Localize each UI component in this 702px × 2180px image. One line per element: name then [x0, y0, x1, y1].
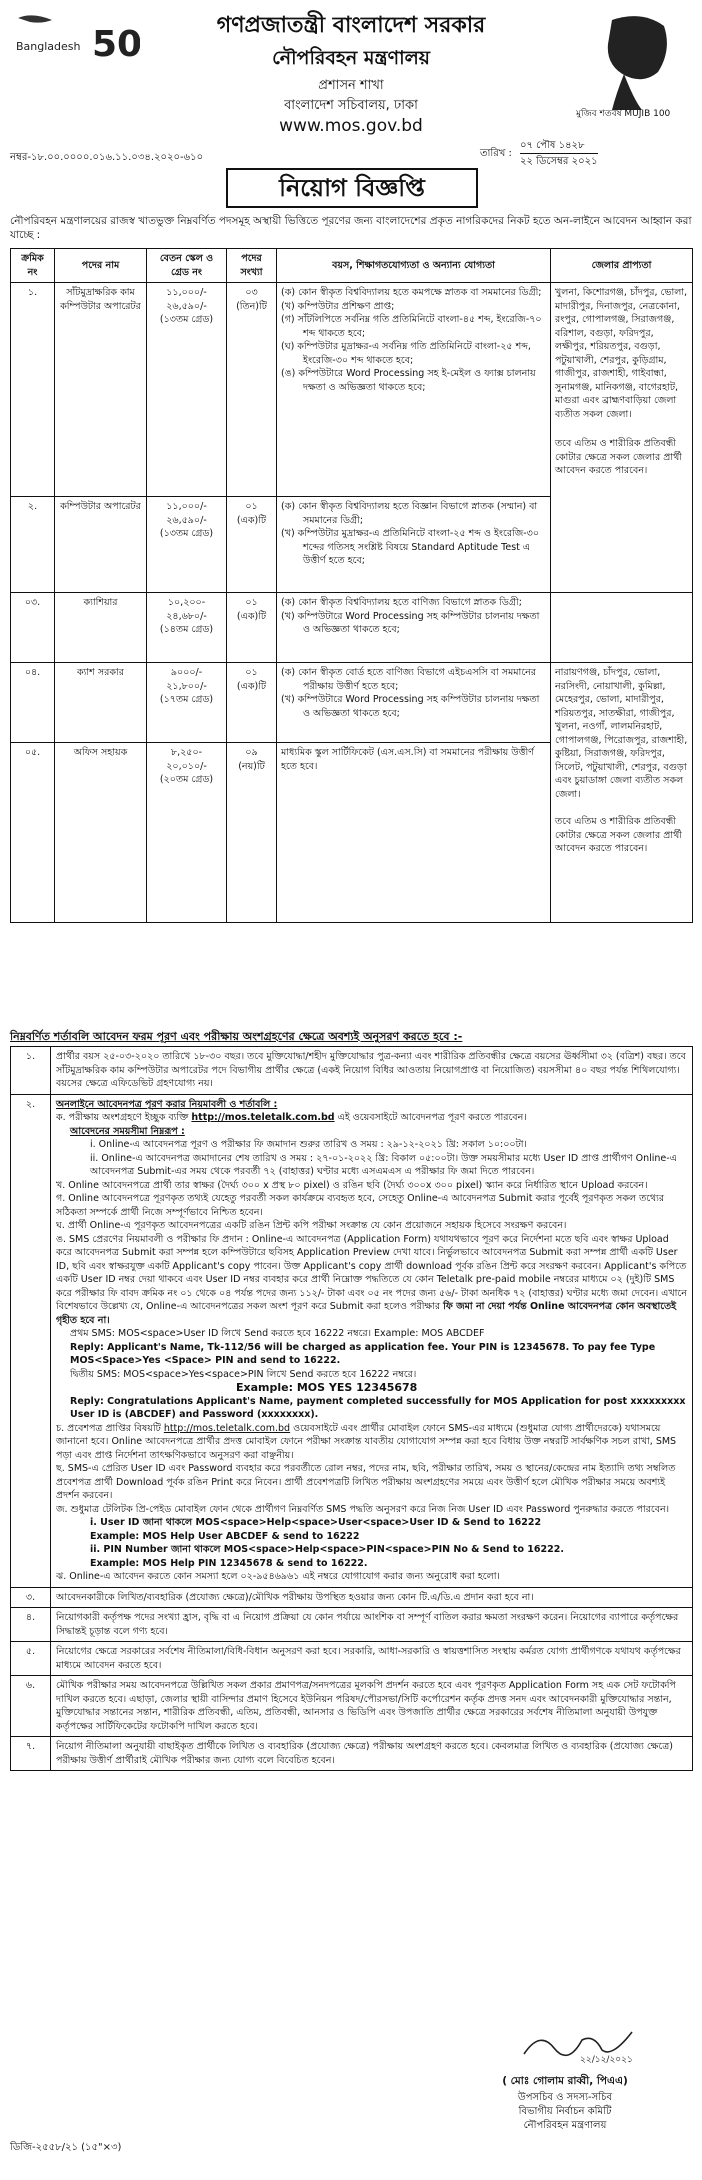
rule-text: প্রার্থীর বয়স ২৫-০৩-২০২০ তারিখে ১৮-৩০ বছর। তবে মুক্তিযোদ্ধা/শহীদ মুক্তিযোদ্ধার পুত্র-কন্যা এবং শারীরিক প্রতিবন্ধীর ক্ষেত্রে বয়সের ঊর্ধ্বসীমা ৩২ (বত্রিশ) বছর। তবে সাঁটমুদ্রাক্ষরিক কাম কম্পিউটার অপারেটর পদে বিভাগীয় প্রার্থীর ক্ষেত্রে (একই নিয়োগ বিধির আওতায় নিয়োগপ্রাপ্ত বা নিয়োজিত) বয়সসীমা ৪০ বছর পর্যন্ত শিথিলযোগ্য। বয়সের ক্ষেত্রে এফিডেভিট গ্রহণযোগ্য নয়।: [51, 1047, 693, 1095]
row-sl: ২.: [11, 497, 55, 593]
qual-item: (ঙ) কম্পিউটারে Word Processing সহ ই-মেইল ও ফ্যাক্স চালনায় দক্ষতা ও অভিজ্ঞতা থাকতে হবে;: [281, 368, 536, 393]
rule-number: ৭.: [11, 1737, 51, 1771]
rule-number: ২.: [11, 1094, 51, 1587]
row-scale: ৮,২৫০- ২০,০১০/- (২০তম গ্রেড): [147, 743, 227, 923]
row-sl: ১.: [11, 283, 55, 497]
header-scale: বেতন স্কেল ও গ্রেড নং: [147, 249, 227, 283]
rule-row: [11, 1642, 693, 1676]
row-quals: [277, 283, 551, 497]
sms2-reply: Reply: Congratulations Applicant's Name, payment completed successfully for MOS Application for post xxxxxxxxx User ID is (ABCDEF) and Password (xxxxxxxx).: [70, 1395, 686, 1420]
vacancy-table: [10, 248, 693, 923]
schedule-title: আবেদনের সময়সীমা নিম্নরূপ :: [70, 1125, 185, 1137]
left-logo-number: 50: [92, 24, 140, 65]
date-bn: ০৭ পৌষ ১৪২৮: [520, 138, 598, 154]
sms2-example: Example: MOS YES 12345678: [236, 1381, 418, 1394]
signature-image: [520, 2024, 640, 2064]
row-post: অফিস সহায়ক: [55, 743, 147, 923]
rule-row: [11, 1608, 693, 1642]
district-list: খুলনা, কিশোরগঞ্জ, চাঁদপুর, ভোলা, মাদারীপুর, দিনাজপুর, নেত্রকোনা, রংপুর, গোপালগঞ্জ, সিরাজগঞ্জ, বরিশাল, বগুড়া, ফরিদপুর, লক্ষীপুর, শরিয়তপুর, বগুড়া, পটুয়াখালী, শেরপুর, কুড়িগ্রাম, গাজীপুর, রাজশাহী, গাইবান্ধা, সুনামগঞ্জ, মানিকগঞ্জ, বাগেরহাট, মাগুরা এবং ব্রাহ্মণবাড়িয়া জেলা ব্যতীত সকল জেলা।: [555, 287, 688, 420]
qual-item: মাধ্যমিক স্কুল সার্টিফিকেট (এস.এস.সি) বা সমমানের পরীক্ষায় উত্তীর্ণ হতে হবে।: [281, 747, 534, 772]
row-sl: ০৪.: [11, 663, 55, 743]
schedule-i: i. Online-এ আবেদনপত্র পূরণ ও পরীক্ষার ফি জমাদান শুরুর তারিখ ও সময় : ২৯-১২-২০২১ খ্রি: সকাল ১০:০০টা।: [90, 1139, 527, 1150]
qual-item: (খ) কম্পিউটারে Word Processing সহ কম্পিউটার চালনায় দক্ষতা ও অভিজ্ঞতা থাকতে হবে;: [281, 610, 540, 635]
header-post: পদের নাম: [55, 249, 147, 283]
signatory-title: উপসচিব ও সদস্য-সচিব: [517, 2092, 613, 2103]
signatory-committee: বিভাগীয় নির্বাচন কমিটি: [518, 2106, 612, 2117]
table-row: [11, 593, 693, 663]
rule-row: [11, 1094, 693, 1587]
rule-number: ৫.: [11, 1642, 51, 1676]
district-note: তবে এতিম ও শারীরিক প্রতিবন্ধী কোটার ক্ষেত্রে সকল জেলার প্রার্থী আবেদন করতে পারবেন।: [555, 438, 682, 476]
rule-online-title: অনলাইনে আবেদনপত্র পূরণ করার নিয়মাবলী ও শর্তাবলি :: [56, 1098, 278, 1110]
qual-item: (ক) কোন স্বীকৃত বিশ্ববিদ্যালয় হতে কমপক্ষে স্নাতক বা সমমানের ডিগ্রী;: [281, 287, 542, 298]
header-district: জেলার প্রাপ্যতা: [551, 249, 693, 283]
district-cell-4-5: [551, 663, 693, 923]
right-logo-text: মুজিব শতবর্ষ MUJIB 100: [576, 109, 671, 119]
row-post: ক্যাশ সরকার: [55, 663, 147, 743]
row-quals: [277, 663, 551, 743]
district-cell-1-2: [551, 283, 693, 593]
header-count: পদের সংখ্যা: [227, 249, 277, 283]
rule-online-ka: ক. পরীক্ষায় অংশগ্রহণে ইচ্ছুক ব্যক্তি http://mos.teletalk.com.bd এই ওয়েবসাইটে আবেদনপত্র পূরণ করতে পারবেন।: [56, 1112, 527, 1123]
qual-item: (ক) কোন স্বীকৃত বিশ্ববিদ্যালয় হতে বাণিজ্য বিভাগে স্নাতক ডিগ্রী;: [281, 597, 522, 608]
application-link[interactable]: http://mos.teletalk.com.bd: [191, 1112, 335, 1123]
intro-text: নৌপরিবহন মন্ত্রণালয়ের রাজস্ব খাতভুক্ত নিম্নবর্ণিত পদসমূহ অস্থায়ী ভিত্তিতে পূরণের জন্য বাংলাদেশের প্রকৃত নাগরিকদের নিকট হতে অন-লাইনে আবেদন আহ্বান করা যাচ্ছে :: [10, 215, 692, 241]
rule-number: ৩.: [11, 1587, 51, 1608]
mujib-100-logo: [572, 10, 692, 120]
qual-item: (ক) কোন স্বীকৃত বোর্ড হতে বাণিজ্য বিভাগে এইচএসসি বা সমমানের পরীক্ষায় উত্তীর্ণ হতে হবে;: [281, 667, 537, 692]
row-post: কম্পিউটার অপারেটর: [55, 497, 147, 593]
admit-card-link[interactable]: http://mos.teletalk.com.bd: [163, 1422, 291, 1434]
signature-date: ২২/১২/২০২১: [580, 2055, 633, 2064]
date-block: [480, 138, 598, 169]
row-count: ০১ (এক)টি: [227, 593, 277, 663]
qual-item: (খ) কম্পিউটার মুদ্রাক্ষর-এ প্রতিমিনিটে বাংলা-২৫ শব্দ ও ইংরেজি-৩০ শব্দের গতিসহ সংশ্লিষ্ট বিষয়ে Standard Aptitude Test এ উত্তীর্ণ হতে হবে;: [281, 528, 540, 566]
secretariat: বাংলাদেশ সচিবালয়, ঢাকা: [284, 98, 418, 113]
signatory-name: ( মোঃ গোলাম রাব্বী, পিএএ): [502, 2075, 628, 2087]
district-note: তবে এতিম ও শারীরিক প্রতিবন্ধী কোটার ক্ষেত্রে সকল জেলার প্রার্থী আবেদন করতে পারবেন।: [555, 816, 682, 854]
rule-text: নিয়োগের ক্ষেত্রে সরকারের সর্বশেষ নীতিমালা/বিধি-বিধান অনুসরণ করা হবে। সরকারি, আধা-সরকারি ও স্বায়ত্তশাসিত সংস্থায় কর্মরত যোগ্য প্রার্থীগণকে যথাযথ কর্তৃপক্ষের মাধ্যমে আবেদন করতে হবে।: [51, 1642, 693, 1676]
recovery-ii: ii. PIN Number জানা থাকলে MOS<space>Help<space>PIN<space>PIN No & Send to 16222.: [90, 1544, 564, 1555]
rule-online-block: [51, 1094, 693, 1587]
row-post: সাঁটমুদ্রাক্ষরিক কাম কম্পিউটার অপারেটর: [55, 283, 147, 497]
sms2-instruction: দ্বিতীয় SMS: MOS<space>Yes<space>PIN লিখে Send করতে হবে 16222 নম্বরে।: [70, 1368, 417, 1380]
recovery-i-example: Example: MOS Help User ABCDEF & send to 16222: [90, 1530, 360, 1542]
rule-row: [11, 1737, 693, 1771]
table-row: [11, 283, 693, 497]
rule-row: [11, 1587, 693, 1608]
website-link[interactable]: www.mos.gov.bd: [279, 116, 423, 136]
left-logo-text: Bangladesh: [16, 40, 81, 53]
row-sl: ০৩.: [11, 593, 55, 663]
rule-online-ja: জ. শুধুমাত্র টেলিটক প্রি-পেইড মোবাইল ফোন থেকে প্রার্থীগণ নিম্নবর্ণিত SMS পদ্ধতি অনুসরণ করে নিজ নিজ User ID এবং Password পুনরুদ্ধার করতে পারবেন।: [56, 1503, 670, 1515]
rule-number: ৬.: [11, 1676, 51, 1737]
rules-heading: নিম্নবর্ণিত শর্তাবলি আবেদন ফরম পূরণ এবং পরীক্ষায় অংশগ্রহণের ক্ষেত্রে অবশ্যই অনুসরণ করতে হবে :-: [10, 1030, 463, 1043]
rule-online-ga: গ. Online আবেদনপত্রে পূরণকৃত তথ্যই যেহেতু পরবর্তী সকল কার্যক্রমে ব্যবহৃত হবে, সেহেতু Online-এ আবেদনপত্র Submit করার পূর্বেই পূরণকৃত সকল তথ্যের সঠিকতা সম্পর্কে প্রার্থী নিজে সম্পূর্ণভাবে নিশ্চিত হবেন।: [56, 1193, 665, 1218]
header-qualification: বয়স, শিক্ষাগতযোগ্যতা ও অন্যান্য যোগ্যতা: [277, 249, 551, 283]
memo-number: নম্বর-১৮.০০.০০০০.০১৬.১১.০৩৪.২০২০-৬১০: [10, 152, 204, 163]
recovery-ii-example: Example: MOS Help PIN 12345678 & send to 16222.: [90, 1557, 368, 1569]
schedule-ii: ii. Online-এ আবেদনপত্র জমাদানের শেষ তারিখ ও সময় : ২৭-০১-২০২২ খ্রি: বিকাল ০৫:০০টা। উক্ত সময়সীমার মধ্যে User ID প্রাপ্ত প্রার্থীগণ Online-এ আবেদনপত্র Submit-এর সময় থেকে পরবর্তী ৭২ (বাহাত্তর) ঘণ্টার মধ্যে এসএমএস এ পরীক্ষার ফি জমা দিতে পারবেন।: [90, 1152, 677, 1177]
row-count: ০১ (এক)টি: [227, 497, 277, 593]
rule-text: নিয়োগকারী কর্তৃপক্ষ পদের সংখ্যা হ্রাস, বৃদ্ধি বা এ নিয়োগ প্রক্রিয়া যে কোন পর্যায়ে আংশিক বা সম্পূর্ণ বাতিল করার ক্ষমতা সংরক্ষণ করেন। নিয়োগের ব্যাপারে কর্তৃপক্ষের সিদ্ধান্তই চূড়ান্ত বলে গণ্য হবে।: [51, 1608, 693, 1642]
rule-text: আবেদনকারীকে লিখিত/ব্যবহারিক (প্রযোজ্য ক্ষেত্রে)/মৌখিক পরীক্ষায় উপস্থিত হওয়ার জন্য কোন টি.এ/ডি.এ প্রদান করা হবে না।: [51, 1587, 693, 1608]
row-quals: [277, 743, 551, 923]
row-scale: ১০,২০০- ২৪,৬৮০/- (১৪তম গ্রেড): [147, 593, 227, 663]
sms1-reply: Reply: Applicant's Name, Tk-112/56 will be charged as application fee. Your PIN is 12345678. To pay fee Type MOS<Space>Yes <Space> PIN and send to 16222.: [70, 1341, 656, 1366]
row-scale: ১১,০০০/- ২৬,৫৯০/- (১৩তম গ্রেড): [147, 497, 227, 593]
row-scale: ৯০০০/- ২১,৮০০/- (১৭তম গ্রেড): [147, 663, 227, 743]
rules-table: [10, 1046, 693, 1771]
rule-online-cha: চ. প্রবেশপত্র প্রাপ্তির বিষয়টি http://mos.teletalk.com.bd ওয়েবসাইটে এবং প্রার্থীর মোবাইল ফোনে SMS-এর মাধ্যমে (শুধুমাত্র যোগ্য প্রার্থীদেরকে) যথাসময়ে জানানো হবে। Online আবেদনপত্রে প্রার্থীর প্রদত্ত মোবাইল ফোনে পরীক্ষা সংক্রান্ত যাবতীয় যোগাযোগ সম্পন্ন করা হবে বিধায় উক্ত নম্বরটি সার্বক্ষণিক সচল রাখা, SMS পড়া এবং প্রাপ্ত নির্দেশনা তাৎক্ষণিকভাবে অনুসরণ করা বাঞ্ছনীয়।: [56, 1422, 677, 1461]
rule-text: নিয়োগ নীতিমালা অনুযায়ী বাছাইকৃত প্রার্থীকে লিখিত ও ব্যবহারিক (প্রযোজ্য ক্ষেত্রে) পরীক্ষায় অংশগ্রহণ করতে হবে। কেবলমাত্র লিখিত ও ব্যবহারিক (প্রযোজ্য ক্ষেত্রে) পরীক্ষায় উত্তীর্ণ প্রার্থীরাই মৌখিক পরীক্ষার জন্য যোগ্য বলে বিবেচিত হবেন।: [51, 1737, 693, 1771]
row-quals: [277, 497, 551, 593]
rule-text: মৌখিক পরীক্ষার সময় আবেদনপত্রে উল্লিখিত সকল প্রকার প্রমাণপত্র/সনদপত্রের মূলকপি প্রদর্শন করতে হবে এবং পূরণকৃত Application Form সহ এক সেট ফটোকপি দাখিল করতে হবে। এছাড়া, জেলার স্থায়ী বাসিন্দার প্রমাণ হিসেবে ইউনিয়ন পরিষদ/পৌরসভা/সিটি কর্পোরেশন কর্তৃক প্রদত্ত সনদ এবং আবেদনকারী মুক্তিযোদ্ধার সন্তান, মুক্তিযোদ্ধার সন্তানের সন্তান, শারীরিক প্রতিবন্ধী, এতিম, প্রতিবন্ধী, আনসার ও ভিডিপি এবং উপজাতি প্রার্থীর ক্ষেত্রে সরকারের সর্বশেষ নীতিমালা অনুযায়ী উপযুক্ত কর্তৃপক্ষের সার্টিফিকেটের ফটোকপি দাখিল করতে হবে।: [51, 1676, 693, 1737]
qual-item: (ক) কোন স্বীকৃত বিশ্ববিদ্যালয় হতে বিজ্ঞান বিভাগে স্নাতক (সম্মান) বা সমমানের ডিগ্রী;: [281, 501, 538, 526]
ministry-name: নৌপরিবহন মন্ত্রণালয়: [272, 47, 430, 69]
row-count: ০৩ (তিন)টি: [227, 283, 277, 497]
header-sl: ক্রমিক নং: [11, 249, 55, 283]
rule-number: ৪.: [11, 1608, 51, 1642]
row-scale: ১১,০০০/- ২৬,৫৯০/- (১৩তম গ্রেড): [147, 283, 227, 497]
district-cell-empty: [551, 593, 693, 663]
rule-online-kha: খ. Online আবেদনপত্রে প্রার্থী তার স্বাক্ষর (দৈর্ঘ্য ৩০০ x প্রস্থ ৮০ pixel) ও রঙিন ছবি (দৈর্ঘ্য ৩০০x ৩০০ pixel) স্ক্যান করে নির্ধারিত স্থানে Upload করবেন।: [56, 1179, 648, 1191]
rule-online-jha: ঝ. Online-এ আবেদন করতে কোন সমস্যা হলে ০২-৯৫৪৬৯৬১ এই নম্বরে যোগাযোগ করার জন্য অনুরোধ করা হলো।: [56, 1571, 500, 1582]
row-count: ০১ (এক)টি: [227, 663, 277, 743]
row-quals: [277, 593, 551, 663]
row-sl: ০৫.: [11, 743, 55, 923]
qual-item: (গ) সাঁটলিপিতে সর্বনিম্ন গতি প্রতিমিনিটে বাংলা-৪৫ শব্দ, ইংরেজি-৭০ শব্দ থাকতে হবে;: [281, 314, 542, 339]
qual-item: (খ) কম্পিউটারে Word Processing সহ কম্পিউটার চালনায় দক্ষতা ও অভিজ্ঞতা থাকতে হবে;: [281, 694, 540, 719]
row-count: ০৯ (নয়)টি: [227, 743, 277, 923]
gov-title: গণপ্রজাতন্ত্রী বাংলাদেশ সরকার: [216, 13, 486, 38]
rule-online-gha: ঘ. প্রার্থী Online-এ পূরণকৃত আবেদনপত্রের একটি রঙিন প্রিন্ট কপি পরীক্ষা সংক্রান্ত যে কোন প্রয়োজনে সহায়ক হিসেবে সংরক্ষণ করবেন।: [56, 1220, 567, 1231]
rule-online-sms: ঙ. SMS প্রেরণের নিয়মাবলী ও পরীক্ষার ফি প্রদান : Online-এ আবেদনপত্র (Application Form) যথাযথভাবে পূরণ করে নির্দেশনা মতে ছবি এবং স্বাক্ষর Upload করে আবেদনপত্র Submit করা সম্পন্ন হলে কম্পিউটারে ছবিসহ Application Preview দেখা যাবে। নির্ভুলভাবে আবেদনপত্র Submit করা সম্পন্ন প্রার্থী একটি User ID, ছবি এবং স্বাক্ষরযুক্ত একটি Applicant's copy পাবেন। উক্ত Applicant's copy প্রার্থী download পূর্বক রঙিন প্রিন্ট করে সংরক্ষণ করবেন। Applicant's কপিতে একটি User ID নম্বর দেয়া থাকবে এবং User ID নম্বর ব্যবহার করে প্রার্থী নিম্নোক্ত পদ্ধতিতে যে কোন Teletalk pre-paid mobile নম্বরের মাধ্যমে ০২ (দুই)টি SMS করে পরীক্ষার ফি বাবদ ক্রমিক নং ০১ থেকে ০৪ পর্যন্ত পদের জন্য ১১২/- টাকা এবং ০৫ নং পদের জন্য ৫৬/- টাকা অনধিক ৭২ (বাহাত্তর) ঘণ্টার মধ্যে জমা দেবেন। এখানে বিশেষভাবে উল্লেখ্য যে, Online-এ আবেদনপত্রের সকল অংশ পূরণ করে Submit করা হলেও পরীক্ষার ফি জমা না দেয়া পর্যন্ত Online আবেদনপত্র কোন অবস্থাতেই গৃহীত হবে না।: [56, 1233, 687, 1326]
signatory-ministry: নৌপরিবহন মন্ত্রণালয়: [523, 2120, 607, 2131]
recovery-i: i. User ID জানা থাকলে MOS<space>Help<space>User<space>User ID & Send to 16222: [90, 1517, 542, 1528]
district-list: নারায়ণগঞ্জ, চাঁদপুর, ভোলা, নরসিংদী, নোয়াখালী, কুমিল্লা, মেহেরপুর, ভোলা, মাদারীপুর, শরিয়তপুর, সাতক্ষীরা, গাজীপুর, খুলনা, নওগাঁ, লালমনিরহাট, গোপালগঞ্জ, পিরোজপুর, রাজশাহী, কুষ্টিয়া, সিরাজগঞ্জ, ফরিদপুর, সিলেট, পটুয়াখালী, শেরপুর, বগুড়া এবং চুয়াডাঙ্গা জেলা ব্যতীত সকল জেলা।: [555, 667, 688, 800]
rule-row: [11, 1676, 693, 1737]
rule-online-chha: ছ. SMS-এ প্রেরিত User ID এবং Password ব্যবহার করে পরবর্তীতে রোল নম্বর, পদের নাম, ছবি, পরীক্ষার তারিখ, সময় ও স্থানের/কেন্দ্রের নাম ইত্যাদি তথ্য সম্বলিত প্রবেশপত্র প্রার্থী Download পূর্বক রঙিন Print করে নিবেন। প্রার্থী প্রবেশপত্রটি লিখিত পরীক্ষায় অংশগ্রহণের সময়ে এবং উত্তীর্ণ হলে মৌখিক পরীক্ষার সময়ে অবশ্যই প্রদর্শন করবেন।: [56, 1463, 676, 1501]
footer-code: ডিজি-২৫৫৮/২১ (১৫"×৩): [10, 2142, 122, 2153]
row-post: ক্যাশিয়ার: [55, 593, 147, 663]
table-row: [11, 663, 693, 743]
sms1-instruction: প্রথম SMS: MOS<space>User ID লিখে Send করতে হবে 16222 নম্বরে। Example: MOS ABCDEF: [70, 1328, 485, 1339]
date-label: তারিখ :: [480, 148, 512, 159]
table-header-row: [11, 249, 693, 283]
qual-item: (ঘ) কম্পিউটার মুদ্রাক্ষর-এ সর্বনিম্ন গতি প্রতিমিনিটে বাংলা-২৫ শব্দ, ইংরেজি-৩০ শব্দ থাকতে হবে;: [281, 341, 531, 366]
rule-row: [11, 1047, 693, 1095]
notice-title: নিয়োগ বিজ্ঞপ্তি: [226, 168, 478, 208]
qual-item: (খ) কম্পিউটার প্রশিক্ষণ প্রাপ্ত;: [281, 300, 395, 312]
branch-name: প্রশাসন শাখা: [318, 78, 384, 93]
rule-number: ১.: [11, 1047, 51, 1095]
date-en: ২২ ডিসেম্বর ২০২১: [520, 156, 598, 167]
